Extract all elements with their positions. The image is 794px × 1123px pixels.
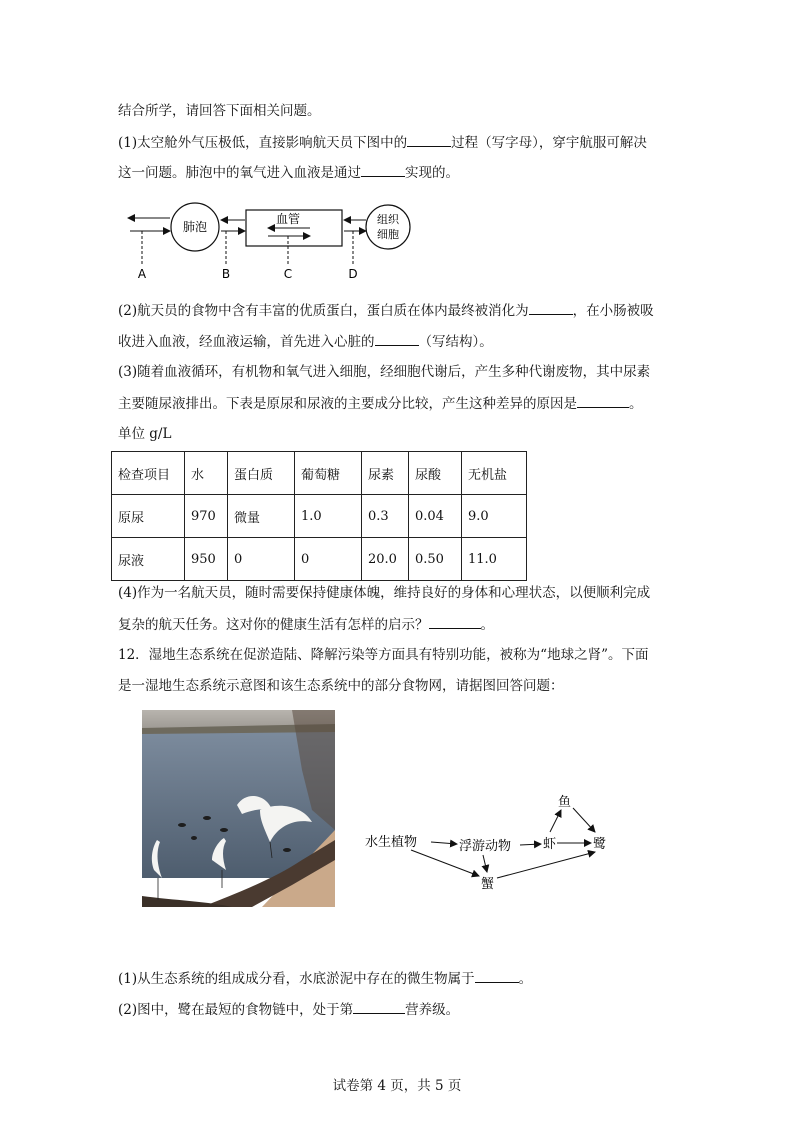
node-plants: 水生植物	[365, 835, 418, 850]
table-cell: 950	[185, 538, 228, 581]
table-cell: 0.04	[409, 495, 462, 538]
label-a: A	[137, 267, 147, 281]
table-header-cell: 检查项目	[112, 452, 185, 495]
answer-blank[interactable]	[475, 968, 519, 983]
q2-text-a2: ，在小肠被吸	[572, 303, 654, 319]
q4-line2	[118, 614, 494, 635]
q4-line1: (4)作为一名航天员，随时需要保持健康体魄，维持良好的身体和心理状态，以便顺利完成	[118, 585, 651, 601]
arrow-plankton-shrimp	[520, 844, 541, 845]
arrow-plants-plankton	[431, 842, 457, 844]
table-cell: 原尿	[112, 495, 185, 538]
q12-1-text2: 。	[518, 971, 533, 987]
q12-line2: 是一湿地生态系统示意图和该生态系统中的部分食物网，请据图回答问题：	[118, 678, 564, 694]
vessel-label: 血管	[275, 212, 301, 226]
node-shrimp: 虾	[543, 837, 557, 852]
answer-blank[interactable]	[375, 331, 419, 346]
arrow-fish-egret	[573, 808, 595, 832]
table-header-cell: 无机盐	[462, 452, 527, 495]
q12-1-text: (1)从生态系统的组成成分看，水底淤泥中存在的微生物属于	[118, 971, 475, 987]
q1-line1	[118, 132, 647, 153]
q2-text-a: (2)航天员的食物中含有丰富的优质蛋白，蛋白质在体内最终被消化为	[118, 303, 529, 319]
answer-blank[interactable]	[407, 132, 451, 147]
intro-text: 结合所学，请回答下面相关问题。	[118, 103, 321, 119]
arrow-shrimp-fish	[550, 810, 561, 832]
q3-text-b2: 。	[629, 396, 643, 412]
q12-2-line	[118, 999, 459, 1020]
node-egret: 鹭	[593, 837, 607, 852]
answer-blank[interactable]	[429, 614, 481, 629]
node-fish: 鱼	[558, 795, 572, 810]
q1-text-b2: 实现的。	[405, 165, 459, 181]
q3-line2	[118, 393, 643, 414]
q1-text-b: 这一问题。肺泡中的氧气进入血液是通过	[118, 165, 361, 181]
q1-line2	[118, 162, 459, 183]
table-unit: 单位 g/L	[118, 426, 172, 442]
food-web-diagram	[365, 790, 615, 900]
q3-text-b: 主要随尿液排出。下表是原尿和尿液的主要成分比较，产生这种差异的原因是	[118, 396, 577, 412]
table-cell: 11.0	[462, 538, 527, 581]
urine-comparison-table	[111, 451, 527, 581]
label-d: D	[348, 267, 358, 281]
table-header-cell: 尿酸	[409, 452, 462, 495]
table-header-cell: 葡萄糖	[295, 452, 362, 495]
label-c: C	[283, 267, 293, 281]
q2-line2	[118, 331, 493, 352]
q4-text-b: 复杂的航天任务。这对你的健康生活有怎样的启示？	[118, 617, 429, 633]
table-cell: 微量	[228, 495, 295, 538]
answer-blank[interactable]	[577, 393, 629, 408]
q2-text-b2: （写结构）。	[418, 334, 493, 350]
q2-line1	[118, 300, 654, 321]
table-cell: 尿液	[112, 538, 185, 581]
table-header-cell: 水	[185, 452, 228, 495]
table-cell: 970	[185, 495, 228, 538]
q4-text-b2: 。	[480, 617, 494, 633]
arrow-crab-egret	[497, 852, 595, 878]
table-cell: 0	[228, 538, 295, 581]
tissue-cell-circle	[366, 205, 410, 249]
q1-text-a2: 过程（写字母），穿宇航服可解决	[451, 135, 647, 151]
q3-line1: (3)随着血液循环，有机物和氧气进入细胞，经细胞代谢后，产生多种代谢废物，其中尿素	[118, 364, 651, 380]
q1-text-a: (1)太空舱外气压极低，直接影响航天员下图中的	[118, 135, 408, 151]
node-plankton: 浮游动物	[459, 839, 512, 854]
q12-1-line	[118, 968, 532, 989]
table-cell: 20.0	[362, 538, 409, 581]
table-header-cell: 蛋白质	[228, 452, 295, 495]
table-cell: 1.0	[295, 495, 362, 538]
q12-line1: 12．湿地生态系统在促淤造陆、降解污染等方面具有特别功能，被称为“地球之肾”。下面	[118, 647, 649, 663]
table-cell: 0.50	[409, 538, 462, 581]
table-cell: 9.0	[462, 495, 527, 538]
page-footer: 试卷第 4 页，共 5 页	[332, 1078, 462, 1094]
table-row	[112, 538, 527, 581]
table-header-row	[112, 452, 527, 495]
tissue-label-2: 细胞	[377, 228, 399, 241]
gas-exchange-diagram	[118, 200, 418, 282]
answer-blank[interactable]	[353, 999, 405, 1014]
q12-2-text: (2)图中，鹭在最短的食物链中，处于第	[118, 1002, 354, 1018]
table-row	[112, 495, 527, 538]
q2-text-b: 收进入血液，经血液运输，首先进入心脏的	[118, 334, 375, 350]
node-crab: 蟹	[481, 877, 495, 892]
wetland-photo	[142, 710, 335, 907]
answer-blank[interactable]	[529, 300, 573, 315]
arrow-plankton-crab	[483, 855, 487, 872]
tissue-label-1: 组织	[377, 213, 399, 226]
table-cell: 0	[295, 538, 362, 581]
q12-2-text2: 营养级。	[405, 1002, 460, 1018]
table-cell: 0.3	[362, 495, 409, 538]
answer-blank[interactable]	[361, 162, 405, 177]
alveolus-label: 肺泡	[182, 220, 208, 234]
label-b: B	[221, 267, 231, 281]
table-header-cell: 尿素	[362, 452, 409, 495]
